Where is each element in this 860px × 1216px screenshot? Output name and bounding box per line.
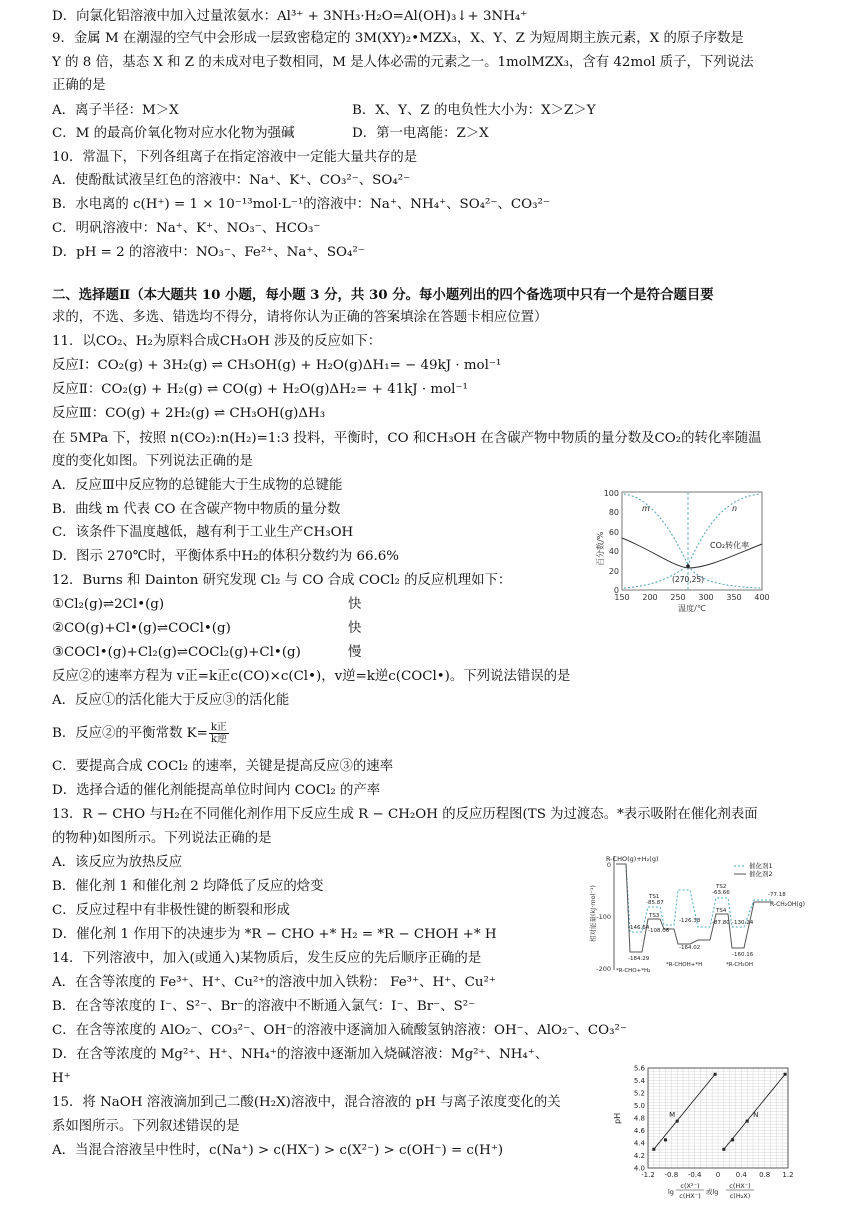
q13-start-label: R-CHO(g)+H₂(g) xyxy=(606,855,659,863)
q14-stem: 14．下列溶液中，加入(或通入)某物质后，发生反应的先后顺序正确的是 xyxy=(52,951,482,966)
q15-xtick: 0.4 xyxy=(735,1171,747,1179)
q15-ph-chart xyxy=(612,1064,802,1210)
q9-option-c: C．M 的最高价氧化物对应水化物为强碱 xyxy=(52,126,295,141)
q12-fraction xyxy=(209,722,229,745)
q12-option-d: D．选择合适的催化剂能提高单位时间内 COCl₂ 的产率 xyxy=(52,783,381,798)
q11-xtick-250: 250 xyxy=(670,593,686,602)
section-2-header-1: 二、选择题Ⅱ（本大题共 10 小题，每小题 3 分，共 30 分。每小题列出的四个备选项中只有一个是符合题目要 xyxy=(52,287,714,303)
q11-xtick-300: 300 xyxy=(698,593,714,602)
q13-e-9: -130.24 xyxy=(732,920,754,926)
q12-option-b xyxy=(52,722,229,744)
q10-option-d: D．pH = 2 的溶液中：NO₃⁻、Fe²⁺、Na⁺、SO₄²⁻ xyxy=(52,245,365,260)
q13-option-c: C．反应过程中有非极性键的断裂和形成 xyxy=(52,903,290,918)
q14-option-a: A．在含等浓度的 Fe³⁺、H⁺、Cu²⁺的溶液中加入铁粉： Fe³⁺、H⁺、Cu²⁺ xyxy=(52,975,496,990)
q11-ytick-0: 0 xyxy=(613,586,619,595)
q13-ts2: TS2 xyxy=(716,884,727,890)
q15-stem-2: 系如图所示。下列叙述错误的是 xyxy=(52,1119,240,1134)
q9-stem-3: 正确的是 xyxy=(52,78,106,93)
q13-ts3: TS3 xyxy=(649,913,660,919)
q13-option-b: B．催化剂 1 和催化剂 2 均降低了反应的焓变 xyxy=(52,879,324,894)
q13-e-11: -77.18 xyxy=(768,892,786,898)
q9-stem-1: 9．金属 M 在潮湿的空气中会形成一层致密稳定的 3M(XY)₂•MZX₃，X、Y、Z 为短周期主族元素，X 的原子序数是 xyxy=(52,31,744,46)
q13-ts1: TS1 xyxy=(649,894,660,900)
q11-equilibrium-figure xyxy=(592,486,772,614)
q12-fraction-num: k正 xyxy=(210,722,227,733)
q11-option-d: D．图示 270℃时，平衡体系中H₂的体积分数约为 66.6% xyxy=(52,549,400,564)
q15-ytick: 5.0 xyxy=(633,1102,645,1110)
q15-x-label xyxy=(668,1182,754,1200)
q11-point-270-25 xyxy=(686,564,690,568)
q11-option-c: C．该条件下温度越低，越有利于工业生产CH₃OH xyxy=(52,525,354,540)
q9-option-d: D．第一电离能：Z＞X xyxy=(352,126,489,141)
q9-option-b: B．X、Y、Z 的电负性大小为：X＞Z＞Y xyxy=(352,103,596,118)
q13-e-2: -108.06 xyxy=(648,928,670,934)
q11-ytick-100: 100 xyxy=(603,489,619,498)
q11-reaction-3: 反应Ⅲ：CO(g) + 2H₂(g) ⇌ CH₃OH(g)ΔH₃ xyxy=(52,406,326,421)
q15-xtick: 0.8 xyxy=(759,1171,771,1179)
q15-x-label-num1: c(X²⁻) xyxy=(680,1182,700,1190)
q15-xtick: 1.2 xyxy=(782,1171,794,1179)
q11-reaction-1: 反应Ⅰ：CO₂(g) + 3H₂(g) ⇌ CH₃OH(g) + H₂O(g)ΔH₁= − 49kJ · mol⁻¹ xyxy=(52,358,502,373)
q13-stem-1: 13．R − CHO 与H₂在不同催化剂作用下反应生成 R − CH₂OH 的反应历程图(TS 为过渡态。*表示吸附在催化剂表面 xyxy=(52,807,758,822)
q15-x-label-den1: c(HX⁻) xyxy=(679,1192,701,1200)
q11-reaction-2: 反应Ⅱ：CO₂(g) + H₂(g) ⇌ CO(g) + H₂O(g)ΔH₂= + 41kJ · mol⁻¹ xyxy=(52,382,468,397)
q13-e-7: -63.66 xyxy=(712,890,730,896)
q12-rate-eq: 反应②的速率方程为 v正=k正c(CO)×c(Cl•)，v逆=k逆c(COCl•)。下列说法错误的是 xyxy=(52,669,571,684)
q12-stem: 12．Burns 和 Dainton 研究发现 Cl₂ 与 CO 合成 COCl₂ 的反应机理如下： xyxy=(52,573,512,588)
q13-e-3: -146.64 xyxy=(628,925,650,931)
q13-end-label: R-CH₂OH(g) xyxy=(770,901,805,908)
q15-x-label-num2: c(HX⁻) xyxy=(729,1182,751,1190)
q11-text-2: 度的变化如图。下列说法正确的是 xyxy=(52,454,253,469)
q11-option-a: A．反应Ⅲ中反应物的总键能大于生成物的总键能 xyxy=(52,478,343,493)
q13-stem-2: 的物种)如图所示。下列说法正确的是 xyxy=(52,831,272,846)
q15-point-N xyxy=(746,1120,749,1123)
q13-ts4: TS4 xyxy=(716,908,727,914)
q11-xtick-200: 200 xyxy=(642,593,658,602)
q13-legend-1: 催化剂1 xyxy=(749,862,773,870)
q13-y-label: 相对能量(kJ·mol⁻¹) xyxy=(589,885,597,942)
q11-ytick-20: 20 xyxy=(608,567,619,576)
q15-point-M xyxy=(652,1148,655,1151)
q11-label-n: n xyxy=(732,504,738,513)
q15-ytick: 4.6 xyxy=(633,1127,645,1135)
q15-point-N xyxy=(784,1073,787,1076)
q10-option-b: B．水电离的 c(H⁺) = 1 × 10⁻¹³mol·L⁻¹的溶液中：Na⁺、NH₄⁺、SO₄²⁻、CO₃²⁻ xyxy=(52,197,550,212)
q9-option-a: A．离子半径：M＞X xyxy=(52,103,179,118)
q15-stem-1: 15．将 NaOH 溶液滴加到己二酸(H₂X)溶液中，混合溶液的 pH 与离子浓度变化的关 xyxy=(52,1095,561,1110)
q13-option-d: D．催化剂 1 作用下的决速步为 *R − CHO +* H₂ = *R − CHOH +* H xyxy=(52,927,497,942)
q11-xtick-350: 350 xyxy=(726,593,742,602)
q15-x-ticks xyxy=(641,1171,793,1179)
q12-option-c: C．要提高合成 COCl₂ 的速率，关键是提高反应③的速率 xyxy=(52,759,394,774)
q13-energy-labels xyxy=(628,890,786,962)
q13-ytick-200: -200 xyxy=(596,965,611,973)
q15-ytick: 4.4 xyxy=(633,1139,645,1148)
q12-step-3: ③COCl•(g)+Cl₂(g)⇌COCl₂(g)+Cl•(g) xyxy=(52,645,301,660)
q15-point-M xyxy=(676,1120,679,1123)
q12-fraction-den: k逆 xyxy=(210,734,227,745)
q15-series-label-M: M xyxy=(669,1111,676,1120)
q15-ytick: 5.2 xyxy=(633,1089,645,1098)
q15-y-ticks xyxy=(634,1065,646,1173)
q15-ytick: 4.2 xyxy=(633,1152,645,1160)
q15-ytick: 4.0 xyxy=(633,1164,645,1173)
q15-xtick: -0.8 xyxy=(664,1171,679,1179)
q11-text-1: 在 5MPa 下，按照 n(CO₂):n(H₂)=1:3 投料，平衡时，CO 和CH₃OH 在含碳产物中物质的量分数及CO₂的转化率随温 xyxy=(52,431,762,446)
q15-series-label-N: N xyxy=(753,1111,759,1120)
q11-x-label: 温度/℃ xyxy=(678,604,706,613)
q15-xtick: -0.4 xyxy=(687,1171,702,1179)
q11-xtick-150: 150 xyxy=(614,593,630,602)
q15-ytick: 5.6 xyxy=(633,1064,645,1073)
q8-option-d: D．向氯化铝溶液中加入过量浓氨水：Al³⁺ + 3NH₃·H₂O=Al(OH)₃↓+ 3NH₄⁺ xyxy=(52,9,528,24)
q11-y-label: 百分数/% xyxy=(596,531,605,566)
q14-option-b: B．在含等浓度的 I⁻、S²⁻、Br⁻的溶液中不断通入氯气：I⁻、Br⁻、S²⁻ xyxy=(52,999,476,1014)
q11-y-ticks xyxy=(604,489,619,595)
q13-species-2: *R-CHOH+*H xyxy=(666,962,703,968)
q11-x-ticks xyxy=(614,593,769,602)
q14-option-d-cont: H⁺ xyxy=(52,1071,71,1086)
q15-y-label: pH xyxy=(613,1112,622,1124)
q10-stem: 10．常温下，下列各组离子在指定溶液中一定能大量共存的是 xyxy=(52,150,418,165)
q15-point-N xyxy=(731,1138,734,1141)
q13-e-8: -87.80 xyxy=(712,920,730,926)
q12-step-2: ②CO(g)+Cl•(g)⇌COCl•(g) xyxy=(52,621,231,636)
q15-x-label-den2: c(H₂X) xyxy=(729,1192,751,1200)
q13-species-3: *R-CH₂OH xyxy=(726,962,753,968)
q13-y-ticks xyxy=(596,861,611,973)
q13-e-6: -164.02 xyxy=(679,945,701,951)
q15-ytick: 4.8 xyxy=(633,1114,645,1123)
q13-e-1: -85.87 xyxy=(646,900,664,906)
q9-stem-2: Y 的 8 倍，基态 X 和 Z 的未成对电子数相同，M 是人体必需的元素之一。1molMZX₃，含有 42mol 质子，下列说法 xyxy=(52,55,754,70)
q13-species-1: *R-CHO+*H₂ xyxy=(616,968,651,974)
q15-x-label-mid: 或lg xyxy=(706,1188,719,1196)
q15-xtick: -1.2 xyxy=(641,1171,655,1179)
q13-ytick-0: 0 xyxy=(606,861,611,869)
q15-point-M xyxy=(714,1073,717,1076)
q11-xtick-400: 400 xyxy=(754,593,770,602)
q12-step-1-speed: 快 xyxy=(348,597,362,612)
q12-step-1: ①Cl₂(g)⇌2Cl•(g) xyxy=(52,597,165,612)
q13-species-labels xyxy=(616,962,753,974)
q15-option-a: A．当混合溶液呈中性时，c(Na⁺) > c(HX⁻) > c(X²⁻) > c(OH⁻) = c(H⁺) xyxy=(52,1143,504,1158)
q13-option-a: A．该反应为放热反应 xyxy=(52,855,183,870)
q13-e-10: -160.16 xyxy=(732,952,754,958)
q12-step-2-speed: 快 xyxy=(348,621,362,636)
q11-label-co2-conversion: CO₂转化率 xyxy=(710,541,750,550)
q13-e-5: -126.38 xyxy=(679,918,701,924)
q11-stem: 11．以CO₂、H₂为原料合成CH₃OH 涉及的反应如下： xyxy=(52,334,382,349)
q11-option-b: B．曲线 m 代表 CO 在含碳产物中物质的量分数 xyxy=(52,502,341,517)
q15-ytick: 5.4 xyxy=(633,1077,645,1085)
q11-label-m: m xyxy=(642,504,650,513)
q15-point-N xyxy=(722,1148,725,1151)
q14-option-c: C．在含等浓度的 AlO₂⁻、CO₃²⁻、OH⁻的溶液中逐滴加入硫酸氢钠溶液：OH⁻、AlO₂⁻、CO₃²⁻ xyxy=(52,1023,627,1038)
q15-xtick: 0 xyxy=(715,1171,721,1179)
q11-label-point: (270,25) xyxy=(672,575,705,584)
q15-point-M xyxy=(664,1138,667,1141)
q13-energy-profile-figure xyxy=(586,852,820,978)
q11-ytick-80: 80 xyxy=(608,508,619,517)
q12-option-b-text: B．反应②的平衡常数 K= xyxy=(52,726,208,741)
q15-x-label-lg: lg xyxy=(668,1188,674,1196)
q12-option-a: A．反应①的活化能大于反应③的活化能 xyxy=(52,693,290,708)
q10-option-a: A．使酚酞试液呈红色的溶液中：Na⁺、K⁺、CO₃²⁻、SO₄²⁻ xyxy=(52,173,411,188)
q14-option-d: D．在含等浓度的 Mg²⁺、H⁺、NH₄⁺的溶液中逐渐加入烧碱溶液：Mg²⁺、NH₄⁺、 xyxy=(52,1047,549,1062)
q10-option-c: C．明矾溶液中：Na⁺、K⁺、NO₃⁻、HCO₃⁻ xyxy=(52,221,321,236)
q13-e-4: -184.29 xyxy=(628,956,650,962)
q13-legend-2: 催化剂2 xyxy=(749,870,773,878)
section-2-header-2: 求的，不选、多选、错选均不得分，请将你认为正确的答案填涂在答题卡相应位置） xyxy=(52,310,548,325)
q11-ytick-60: 60 xyxy=(608,528,619,537)
q11-ytick-40: 40 xyxy=(608,547,619,556)
q12-step-3-speed: 慢 xyxy=(348,645,362,660)
q13-ytick-100: -100 xyxy=(596,913,611,921)
